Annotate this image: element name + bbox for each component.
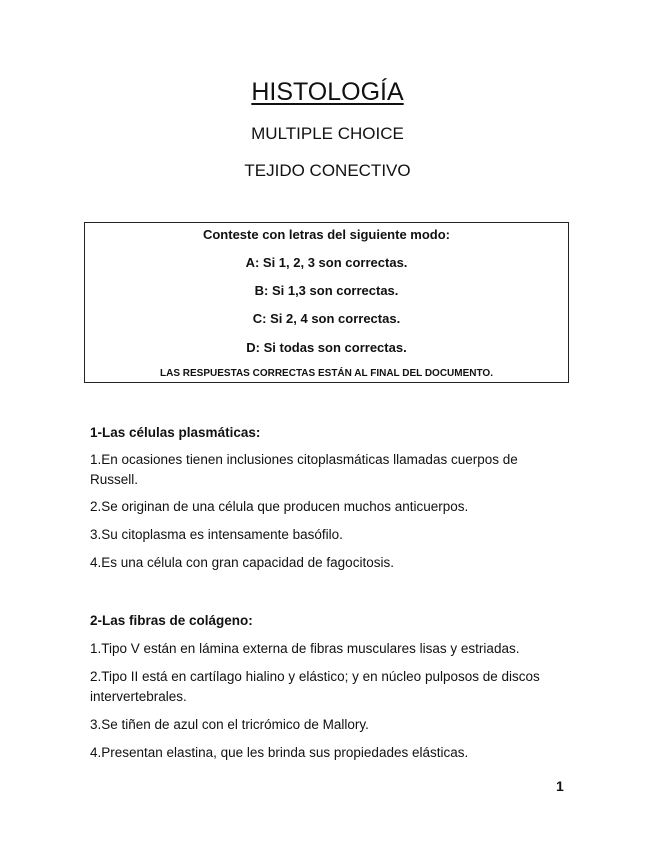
document-subtitle-type: MULTIPLE CHOICE	[251, 124, 404, 143]
question-item: 4.Es una célula con gran capacidad de fagocitosis.	[90, 555, 394, 570]
page-number: 1	[556, 778, 564, 794]
document-subtitle-topic: TEJIDO CONECTIVO	[244, 161, 411, 180]
question-item: 3.Se tiñen de azul con el tricrómico de Mallory.	[90, 717, 369, 732]
instruction-option: A: Si 1, 2, 3 son correctas.	[245, 255, 408, 270]
question-heading: 1-Las células plasmáticas:	[90, 425, 261, 440]
question-item: 2.Tipo II está en cartílago hialino y elástico; y en núcleo pulposos de discos intervertebrales.	[90, 669, 540, 704]
instructions-heading: Conteste con letras del siguiente modo:	[202, 227, 451, 242]
question-item: 3.Su citoplasma es intensamente basófilo.	[90, 527, 343, 542]
question-item: 1.En ocasiones tienen inclusiones citoplasmáticas llamadas cuerpos de Russell.	[90, 452, 518, 487]
question-item: 2.Se originan de una célula que producen muchos anticuerpos.	[90, 499, 469, 514]
question-item: 1.Tipo V están en lámina externa de fibras musculares lisas y estriadas.	[90, 641, 520, 656]
instructions-box	[84, 222, 569, 383]
question-item: 4.Presentan elastina, que les brinda sus propiedades elásticas.	[90, 745, 469, 760]
document-title: HISTOLOGÍA	[251, 78, 404, 106]
instruction-option: D: Si todas son correctas.	[246, 340, 407, 355]
instruction-option: C: Si 2, 4 son correctas.	[252, 311, 401, 326]
instruction-option: B: Si 1,3 son correctas.	[254, 283, 399, 298]
answers-note: LAS RESPUESTAS CORRECTAS ESTÁN AL FINAL DEL DOCUMENTO.	[160, 368, 493, 379]
question-heading: 2-Las fibras de colágeno:	[90, 613, 253, 628]
